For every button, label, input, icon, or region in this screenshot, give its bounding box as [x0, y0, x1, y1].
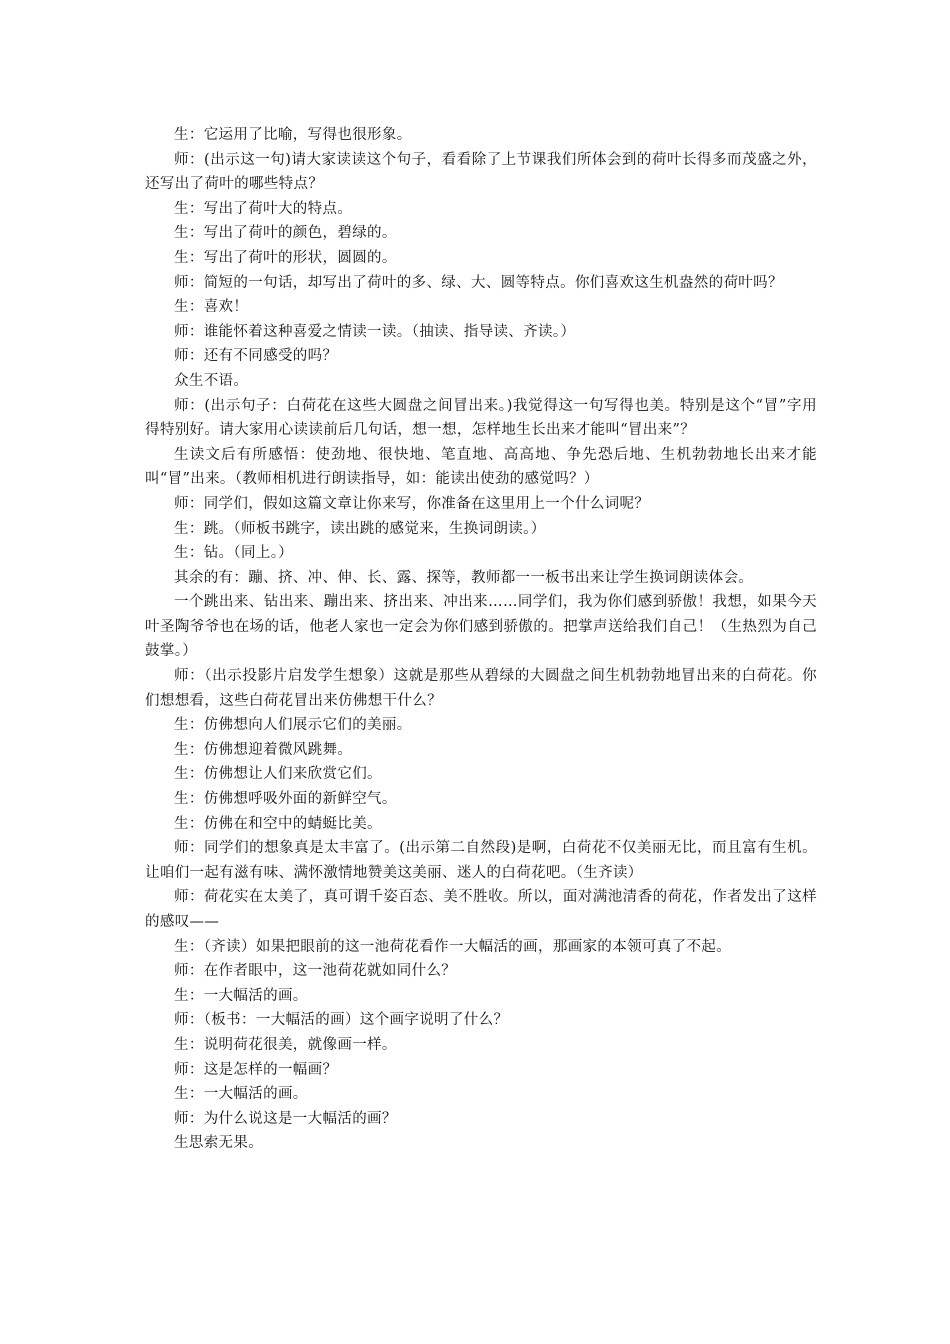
- paragraph: 生：仿佛在和空中的蜻蜓比美。: [174, 815, 382, 832]
- paragraph: 生：写出了荷叶的颜色，碧绿的。: [174, 225, 397, 242]
- paragraph: 生：喜欢！: [174, 299, 249, 316]
- paragraph: 其余的有：蹦、挤、冲、伸、长、露、探等，教师都一一板书出来让学生换词朗读体会。: [174, 569, 754, 586]
- paragraph: 生：一大幅活的画。: [174, 987, 308, 1004]
- paragraph: 生：（齐读）如果把眼前的这一池荷花看作一大幅活的画，那画家的本领可真了不起。: [174, 938, 732, 955]
- paragraph: 师：(出示句子：白荷花在这些大圆盘之间冒出来。)我觉得这一句写得也美。特别是这个“冒”字用得特别好。请大家用心读读前后几句话，想一想，怎样地生长出来才能叫“冒出来”？: [145, 397, 817, 439]
- paragraph: 师：为什么说这是一大幅活的画？: [174, 1110, 397, 1127]
- paragraph: 生：钻。（同上。）: [174, 545, 294, 562]
- paragraph: 生：说明荷花很美，就像画一样。: [174, 1036, 397, 1053]
- paragraph: 师：荷花实在太美了，真可谓千姿百态、美不胜收。所以，面对满池清香的荷花，作者发出了这样的感叹——: [145, 889, 817, 930]
- paragraph: 生读文后有所感悟：使劲地、很快地、笔直地、高高地、争先恐后地、生机勃勃地长出来才能叫“冒”出来。（教师相机进行朗读指导，如：能读出使劲的感觉吗？）: [145, 446, 817, 488]
- paragraph: 众生不语。: [174, 372, 249, 389]
- paragraph: 一个跳出来、钻出来、蹦出来、挤出来、冲出来……同学们，我为你们感到骄傲！我想，如果今天叶圣陶爷爷也在场的话，他老人家也一定会为你们感到骄傲的。把掌声送给我们自己！（生热烈为自己鼓掌。）: [145, 594, 817, 660]
- paragraph: 生：仿佛想呼吸外面的新鲜空气。: [174, 791, 397, 808]
- paragraph: 师：这是怎样的一幅画？: [174, 1061, 338, 1078]
- paragraph: 生：一大幅活的画。: [174, 1086, 308, 1103]
- paragraph: 师：(出示这一句)请大家读读这个句子，看看除了上节课我们所体会到的荷叶长得多而茂盛之外，还写出了荷叶的哪些特点？: [145, 151, 817, 193]
- paragraph: 师：还有不同感受的吗？: [174, 348, 338, 365]
- paragraph: 师：在作者眼中，这一池荷花就如同什么？: [174, 963, 457, 980]
- paragraph: 生：写出了荷叶的形状，圆圆的。: [174, 249, 397, 266]
- paragraph: 师：（出示投影片启发学生想象）这就是那些从碧绿的大圆盘之间生机勃勃地冒出来的白荷花。你们想想看，这些白荷花冒出来仿佛想干什么？: [145, 668, 817, 709]
- paragraph: 生：仿佛想让人们来欣赏它们。: [174, 766, 382, 783]
- paragraph: 生：它运用了比喻，写得也很形象。: [174, 127, 412, 143]
- paragraph: 生：仿佛想迎着微风跳舞。: [174, 741, 353, 758]
- paragraph: 生：仿佛想向人们展示它们的美丽。: [174, 717, 412, 734]
- paragraph: 师：谁能怀着这种喜爱之情读一读。（抽读、指导读、齐读。）: [174, 323, 576, 340]
- paragraph: 师：同学们的想象真是太丰富了。(出示第二自然段)是啊，白荷花不仅美丽无比，而且富有生机。让咱们一起有滋有味、满怀激情地赞美这美丽、迷人的白荷花吧。（生齐读）: [145, 840, 817, 881]
- paragraph: 师：简短的一句话，却写出了荷叶的多、绿、大、圆等特点。你们喜欢这生机盎然的荷叶吗？: [174, 274, 783, 291]
- paragraph: 生思索无果。: [174, 1135, 264, 1152]
- document-page: [145, 123, 817, 1156]
- paragraph: 生：写出了荷叶大的特点。: [174, 200, 353, 217]
- paragraph: 师：同学们，假如这篇文章让你来写，你准备在这里用上一个什么词呢？: [174, 495, 650, 512]
- paragraph: 师：（板书：一大幅活的画）这个画字说明了什么？: [174, 1012, 509, 1029]
- paragraph: 生：跳。（师板书跳字，读出跳的感觉来，生换词朗读。）: [174, 520, 546, 537]
